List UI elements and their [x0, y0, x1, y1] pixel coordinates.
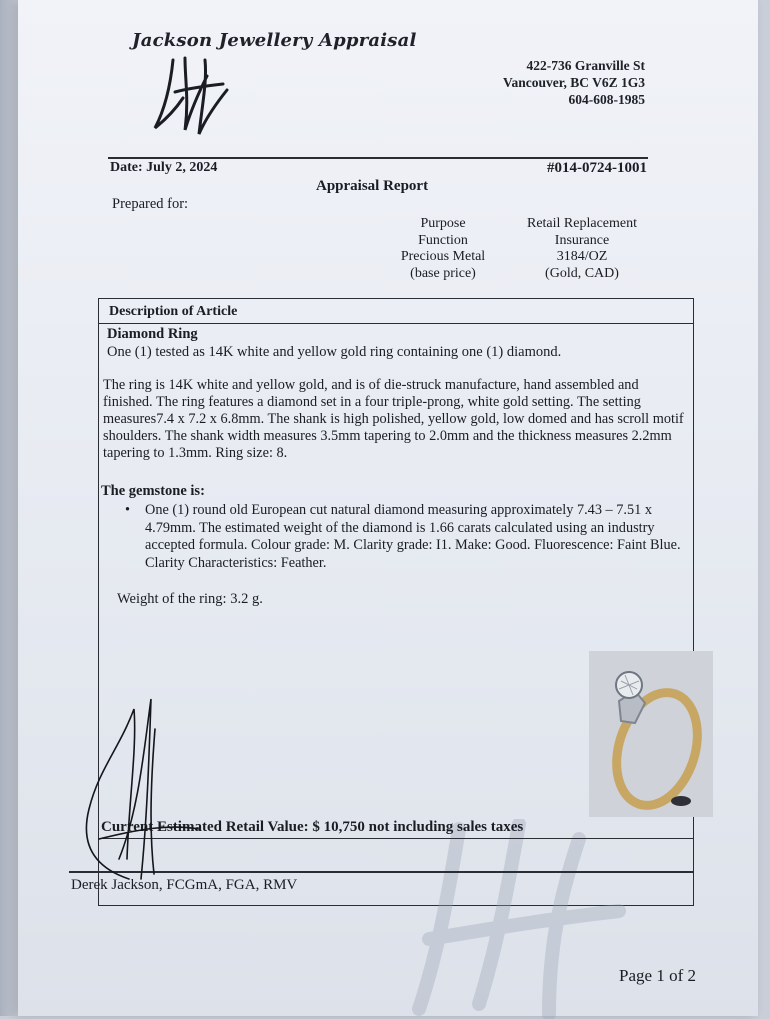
detail-key-metal: Precious Metal [400, 249, 486, 264]
detail-keys [388, 216, 498, 282]
jj-watermark [399, 819, 629, 1019]
ring-photo [589, 651, 713, 817]
header-divider [108, 157, 648, 159]
jj-monogram-logo [145, 50, 235, 140]
detail-value-purpose: Retail Replacement [526, 216, 637, 231]
item-title: Diamond Ring [107, 326, 198, 342]
detail-key-function: Function [418, 232, 468, 248]
company-address [503, 57, 645, 108]
gemstone-description: One (1) round old European cut natural diamond measuring approximately 7.43 – 7.51 x 4.79mm. The estimated weight of the diamond is 1.66 carats calculated using an industry accepted formula. Colour grade: M. Clarity grade: I1. Make: Good. Fluorescence: Faint Blue. Clarity Characteristics: Feather. [145, 502, 681, 571]
article-description-box [71, 298, 694, 906]
ring-description: The ring is 14K white and yellow gold, and is of die-struck manufacture, hand assembled and finished. The ring features a diamond set in a four triple-prong, white gold setting. The setting measures7.4 x 7.2 x 6.8mm. The shank is high polished, yellow gold, low domed and has scroll motif shoulders. The shank width measures 3.5mm tapering to 2.0mm and the thickness measures 2.2mm tapering to 1.3mm. Ring size: 8. [103, 377, 684, 461]
article-heading: Description of Article [99, 299, 693, 324]
signer-name: Derek Jackson, FCGmA, FGA, RMV [71, 877, 298, 893]
detail-key-purpose: Purpose [420, 216, 466, 231]
report-title: Appraisal Report [316, 178, 429, 194]
background-edge [0, 0, 18, 1016]
report-date: Date: July 2, 2024 [110, 160, 218, 175]
phone-number: 604-608-1985 [568, 92, 645, 107]
address-line-2: Vancouver, BC V6Z 1G3 [502, 75, 645, 90]
bullet: • [125, 502, 131, 518]
detail-values [512, 216, 652, 282]
detail-value-base: (Gold, CAD) [545, 265, 619, 281]
ring-weight: Weight of the ring: 3.2 g. [117, 591, 263, 607]
brand-name: Jackson Jewellery Appraisal [132, 30, 417, 51]
page-number: Page 1 of 2 [619, 966, 696, 985]
detail-key-base: (base price) [410, 265, 476, 281]
handwritten-signature [59, 689, 229, 889]
report-reference: #014-0724-1001 [547, 160, 647, 176]
prepared-for-label: Prepared for: [112, 196, 189, 212]
estimated-retail-value: Current Estimated Retail Value: $ 10,750 not including sales taxes [101, 819, 524, 835]
item-summary: One (1) tested as 14K white and yellow gold ring containing one (1) diamond. [107, 344, 562, 360]
address-line-1: 422-736 Granville St [526, 58, 645, 73]
detail-value-metal: 3184/OZ [556, 249, 608, 264]
gemstone-heading: The gemstone is: [101, 483, 205, 499]
detail-value-function: Insurance [554, 232, 610, 248]
